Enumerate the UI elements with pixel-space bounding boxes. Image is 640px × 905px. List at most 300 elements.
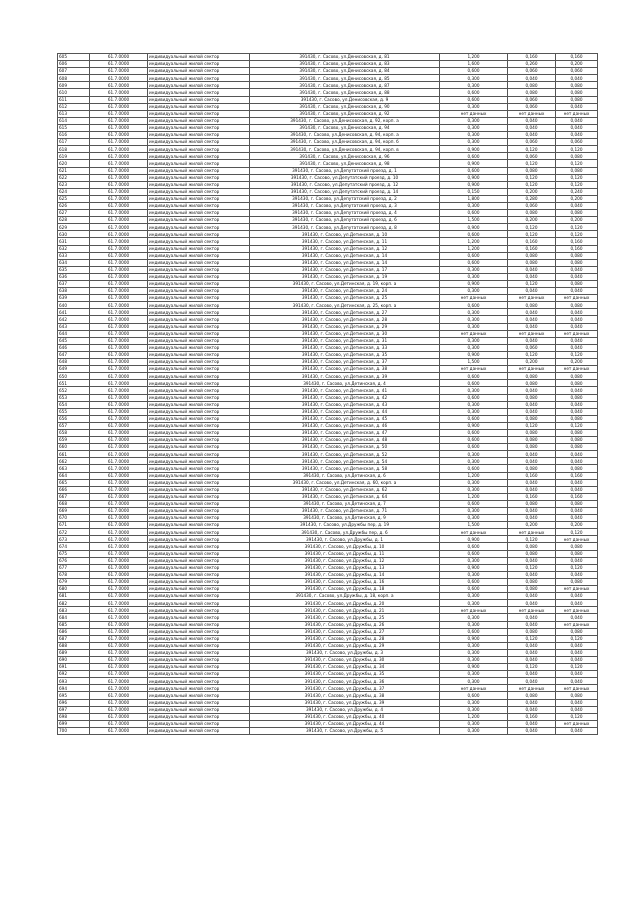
- value-cell-2: 0,120: [508, 536, 556, 543]
- table-row: [58, 351, 598, 358]
- value-cell-2: 0,040: [508, 678, 556, 685]
- value-cell-1: 1,200: [440, 713, 508, 720]
- value-cell-3: 0,080: [556, 210, 598, 217]
- value-cell-1: 0,300: [440, 557, 508, 564]
- value-cell-2: нет данных: [508, 330, 556, 337]
- code-cell: 61.7.0000: [90, 82, 148, 89]
- category-cell: индивидуальный жилой сектор: [148, 351, 250, 358]
- category-cell: индивидуальный жилой сектор: [148, 359, 250, 366]
- table-row: [58, 252, 598, 259]
- value-cell-3: 0,120: [556, 231, 598, 238]
- table-row: [58, 132, 598, 139]
- code-cell: 61.7.0000: [90, 486, 148, 493]
- address-cell: 391430, г. Сасово, ул.Денисовская, д. 94, корп. а: [250, 132, 440, 139]
- value-cell-3: 0,040: [556, 508, 598, 515]
- category-cell: индивидуальный жилой сектор: [148, 692, 250, 699]
- value-cell-2: 0,040: [508, 309, 556, 316]
- value-cell-3: 0,040: [556, 202, 598, 209]
- category-cell: индивидуальный жилой сектор: [148, 614, 250, 621]
- table-row: [58, 458, 598, 465]
- code-cell: 61.7.0000: [90, 578, 148, 585]
- value-cell-3: 0,040: [556, 671, 598, 678]
- address-cell: 391430, г. Сасово, ул.Дружбы, д. 44: [250, 720, 440, 727]
- value-cell-3: 0,080: [556, 692, 598, 699]
- value-cell-1: 1,500: [440, 217, 508, 224]
- category-cell: индивидуальный жилой сектор: [148, 678, 250, 685]
- value-cell-2: 0,040: [508, 401, 556, 408]
- address-cell: 391430, г. Сасово, ул.Дружбы пер, д. 6: [250, 529, 440, 536]
- value-cell-1: 0,300: [440, 103, 508, 110]
- code-cell: 61.7.0000: [90, 281, 148, 288]
- row-number: 637: [58, 281, 90, 288]
- row-number: 632: [58, 245, 90, 252]
- value-cell-2: 0,040: [508, 656, 556, 663]
- value-cell-1: 0,300: [440, 266, 508, 273]
- value-cell-3: 0,080: [556, 89, 598, 96]
- row-number: 636: [58, 273, 90, 280]
- row-number: 682: [58, 600, 90, 607]
- address-cell: 391430, г. Сасово, ул.Детинская, д. 9: [250, 515, 440, 522]
- category-cell: индивидуальный жилой сектор: [148, 486, 250, 493]
- table-row: [58, 727, 598, 734]
- value-cell-2: 0,080: [508, 628, 556, 635]
- code-cell: 61.7.0000: [90, 217, 148, 224]
- address-cell: 391430, г. Сасово, ул.Детинская, д. 47: [250, 429, 440, 436]
- category-cell: индивидуальный жилой сектор: [148, 252, 250, 259]
- value-cell-3: 0,120: [556, 564, 598, 571]
- value-cell-1: 0,300: [440, 649, 508, 656]
- value-cell-2: 0,260: [508, 61, 556, 68]
- address-cell: 391430, г. Сасово, ул.Детинская, д. 41: [250, 387, 440, 394]
- code-cell: 61.7.0000: [90, 401, 148, 408]
- table-row: [58, 359, 598, 366]
- code-cell: 61.7.0000: [90, 366, 148, 373]
- value-cell-3: 0,200: [556, 217, 598, 224]
- row-number: 653: [58, 394, 90, 401]
- value-cell-3: 0,040: [556, 408, 598, 415]
- code-cell: 61.7.0000: [90, 706, 148, 713]
- value-cell-2: 0,200: [508, 522, 556, 529]
- category-cell: индивидуальный жилой сектор: [148, 344, 250, 351]
- address-cell: 391430, г. Сасово, ул.Детинская, д. 28: [250, 316, 440, 323]
- row-number: 619: [58, 153, 90, 160]
- code-cell: 61.7.0000: [90, 699, 148, 706]
- value-cell-1: 0,300: [440, 671, 508, 678]
- row-number: 676: [58, 557, 90, 564]
- value-cell-3: 0,160: [556, 493, 598, 500]
- value-cell-1: 0,900: [440, 224, 508, 231]
- table-row: [58, 408, 598, 415]
- table-row: [58, 316, 598, 323]
- category-cell: индивидуальный жилой сектор: [148, 713, 250, 720]
- value-cell-1: 0,300: [440, 273, 508, 280]
- row-number: 695: [58, 692, 90, 699]
- category-cell: индивидуальный жилой сектор: [148, 479, 250, 486]
- row-number: 630: [58, 231, 90, 238]
- row-number: 613: [58, 110, 90, 117]
- address-cell: 391430, г. Сасово, ул.Детинская, д. 12: [250, 245, 440, 252]
- category-cell: индивидуальный жилой сектор: [148, 493, 250, 500]
- value-cell-1: 0,300: [440, 614, 508, 621]
- row-number: 690: [58, 656, 90, 663]
- code-cell: 61.7.0000: [90, 472, 148, 479]
- value-cell-1: 0,300: [440, 202, 508, 209]
- value-cell-1: 0,900: [440, 160, 508, 167]
- code-cell: 61.7.0000: [90, 508, 148, 515]
- row-number: 681: [58, 593, 90, 600]
- row-number: 698: [58, 713, 90, 720]
- value-cell-3: нет данных: [556, 607, 598, 614]
- table-row: [58, 380, 598, 387]
- table-row: [58, 451, 598, 458]
- row-number: 671: [58, 522, 90, 529]
- value-cell-3: 0,080: [556, 543, 598, 550]
- value-cell-2: 0,040: [508, 124, 556, 131]
- value-cell-3: 0,040: [556, 600, 598, 607]
- code-cell: 61.7.0000: [90, 373, 148, 380]
- category-cell: индивидуальный жилой сектор: [148, 89, 250, 96]
- row-number: 625: [58, 195, 90, 202]
- consumption-table: [57, 53, 598, 735]
- address-cell: 391430, г. Сасово, ул.Детинская, д. 37: [250, 359, 440, 366]
- code-cell: 61.7.0000: [90, 536, 148, 543]
- address-cell: 391430, г. Сасово, ул.Детинская, д. 10: [250, 231, 440, 238]
- code-cell: 61.7.0000: [90, 422, 148, 429]
- code-cell: 61.7.0000: [90, 210, 148, 217]
- category-cell: индивидуальный жилой сектор: [148, 451, 250, 458]
- value-cell-1: 0,300: [440, 727, 508, 734]
- address-cell: 391430, г. Сасово, ул.Дружбы, д. 38: [250, 692, 440, 699]
- value-cell-1: 0,600: [440, 415, 508, 422]
- row-number: 616: [58, 132, 90, 139]
- category-cell: индивидуальный жилой сектор: [148, 394, 250, 401]
- value-cell-3: 0,120: [556, 146, 598, 153]
- row-number: 631: [58, 238, 90, 245]
- row-number: 659: [58, 437, 90, 444]
- address-cell: 391430, г. Сасово, ул.Дружбы, д. 30: [250, 656, 440, 663]
- code-cell: 61.7.0000: [90, 614, 148, 621]
- table-row: [58, 330, 598, 337]
- row-number: 699: [58, 720, 90, 727]
- row-number: 670: [58, 515, 90, 522]
- category-cell: индивидуальный жилой сектор: [148, 522, 250, 529]
- value-cell-1: 1,800: [440, 195, 508, 202]
- row-number: 673: [58, 536, 90, 543]
- address-cell: 391430, г. Сасово, ул.Дружбы, д. 3: [250, 649, 440, 656]
- address-cell: 391430, г. Сасово, ул.Детинская, д. 64: [250, 493, 440, 500]
- value-cell-1: 0,300: [440, 117, 508, 124]
- value-cell-1: 0,600: [440, 68, 508, 75]
- address-cell: 391430, г. Сасово, ул.Дружбы, д. 1: [250, 536, 440, 543]
- value-cell-3: 0,040: [556, 486, 598, 493]
- address-cell: 391430, г. Сасово, ул.Детинская, д. 33: [250, 344, 440, 351]
- value-cell-2: 0,040: [508, 515, 556, 522]
- table-row: [58, 515, 598, 522]
- table-row: [58, 394, 598, 401]
- value-cell-1: 0,300: [440, 479, 508, 486]
- value-cell-3: нет данных: [556, 295, 598, 302]
- row-number: 623: [58, 181, 90, 188]
- address-cell: 391430, г. Сасово, ул.Дружбы, д. 10: [250, 543, 440, 550]
- address-cell: 391430, г. Сасово, ул.Дружбы, д. 40: [250, 713, 440, 720]
- address-cell: 391430, г. Сасово, ул.Депутатский проезд, д. 2: [250, 195, 440, 202]
- value-cell-3: 0,040: [556, 401, 598, 408]
- value-cell-2: 0,160: [508, 238, 556, 245]
- table-row: [58, 174, 598, 181]
- table-row: [58, 110, 598, 117]
- address-cell: 391430, г. Сасово, ул.Дружбы, д. 37: [250, 685, 440, 692]
- category-cell: индивидуальный жилой сектор: [148, 649, 250, 656]
- value-cell-3: 0,080: [556, 259, 598, 266]
- row-number: 678: [58, 571, 90, 578]
- code-cell: 61.7.0000: [90, 479, 148, 486]
- table-row: [58, 465, 598, 472]
- value-cell-1: нет данных: [440, 685, 508, 692]
- code-cell: 61.7.0000: [90, 408, 148, 415]
- value-cell-2: 0,040: [508, 508, 556, 515]
- table-row: [58, 302, 598, 309]
- address-cell: 391430, г. Сасово, ул.Дружбы, д. 39: [250, 699, 440, 706]
- address-cell: 391430, г. Сасово, ул.Детинская, д. 14: [250, 252, 440, 259]
- code-cell: 61.7.0000: [90, 713, 148, 720]
- value-cell-2: 0,080: [508, 429, 556, 436]
- value-cell-3: 0,200: [556, 359, 598, 366]
- row-number: 606: [58, 61, 90, 68]
- address-cell: 391430, г. Сасово, ул.Депутатский проезд, д. 10: [250, 174, 440, 181]
- address-cell: 391430, г. Сасово, ул.Дружбы, д. 11: [250, 550, 440, 557]
- value-cell-2: 0,080: [508, 252, 556, 259]
- value-cell-3: 0,120: [556, 635, 598, 642]
- address-cell: 391430, г. Сасово, ул.Дружбы, д. 27: [250, 628, 440, 635]
- code-cell: 61.7.0000: [90, 380, 148, 387]
- value-cell-2: 0,040: [508, 316, 556, 323]
- code-cell: 61.7.0000: [90, 671, 148, 678]
- table-row: [58, 600, 598, 607]
- row-number: 642: [58, 316, 90, 323]
- address-cell: 391430, г. Сасово, ул.Депутатский проезд, д. 6: [250, 217, 440, 224]
- row-number: 615: [58, 124, 90, 131]
- code-cell: 61.7.0000: [90, 75, 148, 82]
- value-cell-1: 0,900: [440, 174, 508, 181]
- row-number: 667: [58, 493, 90, 500]
- value-cell-1: 0,300: [440, 408, 508, 415]
- category-cell: индивидуальный жилой сектор: [148, 508, 250, 515]
- category-cell: индивидуальный жилой сектор: [148, 238, 250, 245]
- value-cell-1: 0,300: [440, 451, 508, 458]
- address-cell: 391430, г. Сасово, ул.Детинская, д. 4: [250, 380, 440, 387]
- row-number: 640: [58, 302, 90, 309]
- value-cell-1: 0,300: [440, 132, 508, 139]
- value-cell-3: 0,120: [556, 181, 598, 188]
- value-cell-1: 1,200: [440, 238, 508, 245]
- value-cell-3: 0,120: [556, 351, 598, 358]
- value-cell-1: 0,300: [440, 323, 508, 330]
- value-cell-1: 0,300: [440, 401, 508, 408]
- table-row: [58, 720, 598, 727]
- value-cell-3: 0,040: [556, 699, 598, 706]
- value-cell-3: нет данных: [556, 621, 598, 628]
- table-row: [58, 281, 598, 288]
- address-cell: 391430, г. Сасово, ул.Детинская, д. 60, корп. а: [250, 479, 440, 486]
- row-number: 664: [58, 472, 90, 479]
- value-cell-1: 0,900: [440, 351, 508, 358]
- value-cell-2: 0,040: [508, 266, 556, 273]
- value-cell-1: 0,600: [440, 692, 508, 699]
- value-cell-3: 0,240: [556, 188, 598, 195]
- row-number: 656: [58, 415, 90, 422]
- category-cell: индивидуальный жилой сектор: [148, 472, 250, 479]
- value-cell-1: 0,300: [440, 387, 508, 394]
- row-number: 650: [58, 373, 90, 380]
- row-number: 627: [58, 210, 90, 217]
- category-cell: индивидуальный жилой сектор: [148, 422, 250, 429]
- row-number: 697: [58, 706, 90, 713]
- code-cell: 61.7.0000: [90, 586, 148, 593]
- table-row: [58, 656, 598, 663]
- value-cell-1: 0,900: [440, 422, 508, 429]
- address-cell: 391430, г. Сасово, ул.Дружбы, д. 18: [250, 586, 440, 593]
- value-cell-3: 0,040: [556, 117, 598, 124]
- value-cell-2: 0,060: [508, 202, 556, 209]
- value-cell-1: 0,300: [440, 699, 508, 706]
- category-cell: индивидуальный жилой сектор: [148, 578, 250, 585]
- category-cell: индивидуальный жилой сектор: [148, 110, 250, 117]
- address-cell: 391430, г. Сасово, ул.Детинская, д. 14: [250, 259, 440, 266]
- value-cell-2: 0,040: [508, 614, 556, 621]
- value-cell-3: 0,040: [556, 337, 598, 344]
- value-cell-1: 0,300: [440, 458, 508, 465]
- row-number: 661: [58, 451, 90, 458]
- code-cell: 61.7.0000: [90, 656, 148, 663]
- address-cell: 391430, г. Сасово, ул.Детинская, д. 19: [250, 273, 440, 280]
- category-cell: индивидуальный жилой сектор: [148, 564, 250, 571]
- table-row: [58, 642, 598, 649]
- value-cell-1: 0,600: [440, 373, 508, 380]
- table-row: [58, 68, 598, 75]
- category-cell: индивидуальный жилой сектор: [148, 167, 250, 174]
- table-row: [58, 188, 598, 195]
- code-cell: 61.7.0000: [90, 685, 148, 692]
- table-row: [58, 153, 598, 160]
- code-cell: 61.7.0000: [90, 359, 148, 366]
- category-cell: индивидуальный жилой сектор: [148, 373, 250, 380]
- category-cell: индивидуальный жилой сектор: [148, 288, 250, 295]
- category-cell: индивидуальный жилой сектор: [148, 61, 250, 68]
- address-cell: 391430, г. Сасово, ул.Дружбы, д. 18, корп. а: [250, 593, 440, 600]
- value-cell-2: 0,160: [508, 54, 556, 61]
- address-cell: 391430, г. Сасово, ул.Детинская, д. 17: [250, 266, 440, 273]
- category-cell: индивидуальный жилой сектор: [148, 366, 250, 373]
- table-row: [58, 401, 598, 408]
- row-number: 610: [58, 89, 90, 96]
- category-cell: индивидуальный жилой сектор: [148, 586, 250, 593]
- row-number: 684: [58, 614, 90, 621]
- table-row: [58, 323, 598, 330]
- row-number: 622: [58, 174, 90, 181]
- value-cell-3: 0,080: [556, 394, 598, 401]
- category-cell: индивидуальный жилой сектор: [148, 181, 250, 188]
- value-cell-2: 0,080: [508, 550, 556, 557]
- category-cell: индивидуальный жилой сектор: [148, 124, 250, 131]
- address-cell: 391430, г. Сасово, ул.Дружбы, д. 28: [250, 635, 440, 642]
- value-cell-2: 0,120: [508, 224, 556, 231]
- code-cell: 61.7.0000: [90, 309, 148, 316]
- value-cell-2: 0,080: [508, 444, 556, 451]
- category-cell: индивидуальный жилой сектор: [148, 720, 250, 727]
- table-row: [58, 245, 598, 252]
- value-cell-3: 0,040: [556, 571, 598, 578]
- address-cell: 391430, г. Сасово, ул.Детинская, д. 29: [250, 323, 440, 330]
- address-cell: 391430, г. Сасово, ул.Детинская, д. 7: [250, 500, 440, 507]
- code-cell: 61.7.0000: [90, 259, 148, 266]
- row-number: 628: [58, 217, 90, 224]
- category-cell: индивидуальный жилой сектор: [148, 117, 250, 124]
- code-cell: 61.7.0000: [90, 351, 148, 358]
- value-cell-2: 0,080: [508, 373, 556, 380]
- category-cell: индивидуальный жилой сектор: [148, 330, 250, 337]
- value-cell-3: 0,040: [556, 124, 598, 131]
- row-number: 677: [58, 564, 90, 571]
- value-cell-3: 0,080: [556, 444, 598, 451]
- address-cell: 391430, г. Сасово, ул.Дружбы, д. 14: [250, 571, 440, 578]
- address-cell: 391430, г. Сасово, ул.Денисовская, д. 84: [250, 68, 440, 75]
- row-number: 688: [58, 642, 90, 649]
- value-cell-2: 0,040: [508, 720, 556, 727]
- value-cell-2: 0,040: [508, 132, 556, 139]
- value-cell-1: 0,600: [440, 302, 508, 309]
- code-cell: 61.7.0000: [90, 266, 148, 273]
- value-cell-2: 0,080: [508, 415, 556, 422]
- value-cell-1: 1,500: [440, 522, 508, 529]
- address-cell: 391430, г. Сасово, ул.Денисовская, д. 92, корп. а: [250, 117, 440, 124]
- address-cell: 391430, г. Сасово, ул.Денисовская, д. 90: [250, 103, 440, 110]
- code-cell: 61.7.0000: [90, 529, 148, 536]
- code-cell: 61.7.0000: [90, 642, 148, 649]
- row-number: 635: [58, 266, 90, 273]
- value-cell-2: 0,160: [508, 245, 556, 252]
- address-cell: 391430, г. Сасово, ул.Детинская, д. 52: [250, 451, 440, 458]
- value-cell-2: 0,120: [508, 422, 556, 429]
- row-number: 647: [58, 351, 90, 358]
- value-cell-3: 0,040: [556, 642, 598, 649]
- table-row: [58, 529, 598, 536]
- table-row: [58, 536, 598, 543]
- address-cell: 391430, г. Сасово, ул.Детинская, д. 25, корп. а: [250, 302, 440, 309]
- address-cell: 391430, г. Сасово, ул.Депутатский проезд, д. 4: [250, 210, 440, 217]
- address-cell: 391430, г. Сасово, ул.Детинская, д. 71: [250, 508, 440, 515]
- value-cell-2: 0,060: [508, 68, 556, 75]
- category-cell: индивидуальный жилой сектор: [148, 656, 250, 663]
- value-cell-3: 0,060: [556, 68, 598, 75]
- value-cell-1: 1,200: [440, 493, 508, 500]
- table-row: [58, 508, 598, 515]
- table-row: [58, 387, 598, 394]
- table-row: [58, 429, 598, 436]
- table-row: [58, 486, 598, 493]
- value-cell-3: нет данных: [556, 330, 598, 337]
- code-cell: 61.7.0000: [90, 571, 148, 578]
- table-row: [58, 139, 598, 146]
- code-cell: 61.7.0000: [90, 344, 148, 351]
- category-cell: индивидуальный жилой сектор: [148, 600, 250, 607]
- category-cell: индивидуальный жилой сектор: [148, 54, 250, 61]
- value-cell-1: 0,300: [440, 139, 508, 146]
- address-cell: 391430, г. Сасово, ул.Денисовская, д. 92: [250, 110, 440, 117]
- value-cell-1: нет данных: [440, 295, 508, 302]
- code-cell: 61.7.0000: [90, 89, 148, 96]
- table-row: [58, 259, 598, 266]
- address-cell: 391430, г. Сасово, ул.Детинская, д. 25: [250, 295, 440, 302]
